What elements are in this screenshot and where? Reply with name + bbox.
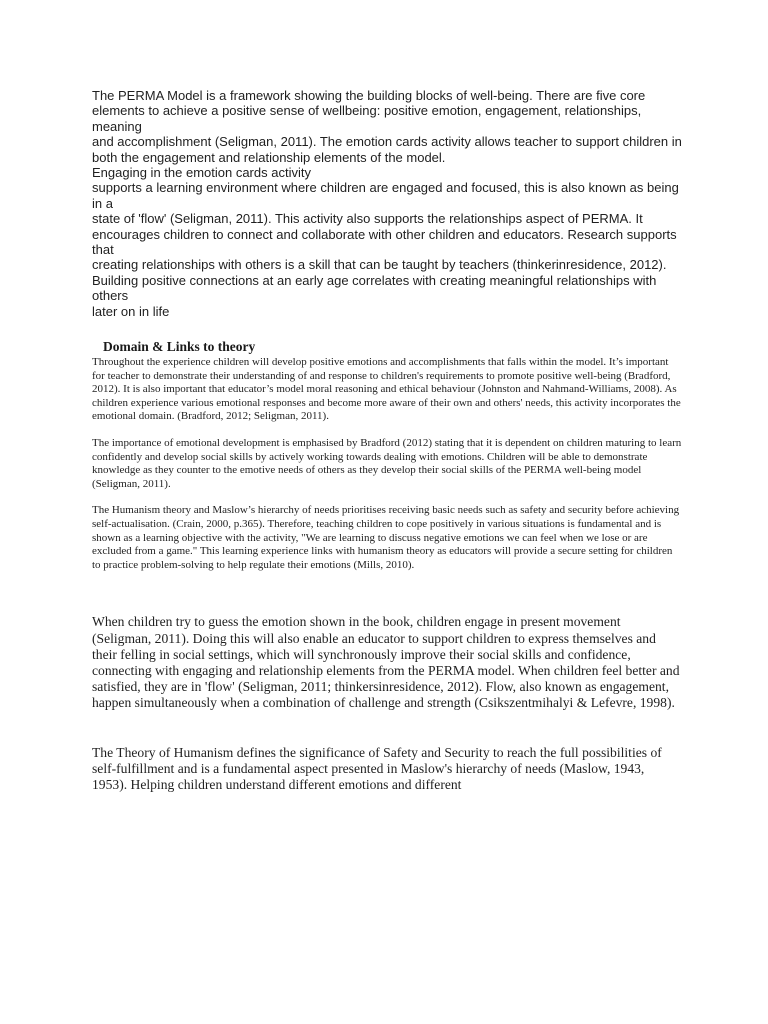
section-paragraph: The importance of emotional development is emphasised by Bradford (2012) stating that it is dependent on children maturing to learn confidently and develop social skills by actively working towards dealing with emotions. Children will be able to demonstrate knowledge as they counter to the emotive needs of others as they develop their social skills of the PERMA well-being model (Seligman, 2011). [92, 437, 682, 490]
section-paragraph: The Humanism theory and Maslow’s hierarchy of needs prioritises receiving basic needs such as safety and security before achieving self-actualisation. (Crain, 2000, p.365). Therefore, teaching children to cope positively in various situations is fundamental and is shown as a learning objective with the activity, "We are learning to discuss negative emotions we can feel when we lose or are excluded from a game." This learning experience links with humanism theory as educators will provide a secure setting for children to practice problem-solving to help regulate their emotions (Mills, 2010). [92, 504, 680, 571]
intro-line: encourages children to connect and collaborate with other children and educators. Research supports that [92, 226, 677, 258]
intro-line: Building positive connections at an early age correlates with creating meaningful relationships with others [92, 272, 657, 304]
body-paragraph: The Theory of Humanism defines the significance of Safety and Security to reach the full possibilities of self-fulfillment and is a fundamental aspect presented in Maslow's hierarchy of needs (Maslow, 1943, 1953). Helping children understand different emotions and different [92, 744, 662, 793]
body-paragraph: When children try to guess the emotion shown in the book, children engage in present movement (Seligman, 2011). Doing this will also enable an educator to support children to express themselves and their felling in social settings, which will synchronously improve their social skills and confidence, connecting with engaging and relationship elements from the PERMA model. When children feel better and satisfied, they are in 'flow' (Seligman, 2011; thinkersinresidence, 2012). Flow, also known as engagement, happen simultaneously when a combination of challenge and strength (Csikszentmihalyi & Lefevre, 1998). [92, 614, 680, 711]
intro-line: elements to achieve a positive sense of wellbeing: positive emotion, engagement, relationships, meaning [92, 103, 642, 134]
intro-line: later on in life [92, 303, 170, 319]
intro-line: creating relationships with others is a skill that can be taught by teachers (thinkerinresidence, 2012). [92, 257, 667, 273]
intro-line: Engaging in the emotion cards activity [92, 165, 311, 181]
intro-line: and accomplishment (Seligman, 2011). The emotion cards activity allows teacher to support children in [92, 134, 682, 150]
section-heading: Domain & Links to theory [103, 339, 256, 355]
document-page [92, 88, 682, 793]
intro-text [92, 88, 682, 319]
intro-line: both the engagement and relationship elements of the model. [92, 149, 446, 165]
intro-line: The PERMA Model is a framework showing the building blocks of well-being. There are five core [92, 88, 646, 103]
section-paragraph: Throughout the experience children will develop positive emotions and accomplishments that falls within the model. It’s important for teacher to demonstrate their understanding of and response to children's requirements to promote positive well-being (Bradford, 2012). It is also important that educator’s model moral reasoning and ethical behaviour (Johnston and Nahmand-Williams, 2008). As children experience various emotional responses and become more aware of their own and others' needs, this activity incorporates the emotional domain. (Bradford, 2012; Seligman, 2011). [92, 356, 681, 423]
intro-line: supports a learning environment where children are engaged and focused, this is also known as being in a [92, 180, 679, 211]
intro-line: state of 'flow' (Seligman, 2011). This activity also supports the relationships aspect of PERMA. It [92, 211, 643, 227]
